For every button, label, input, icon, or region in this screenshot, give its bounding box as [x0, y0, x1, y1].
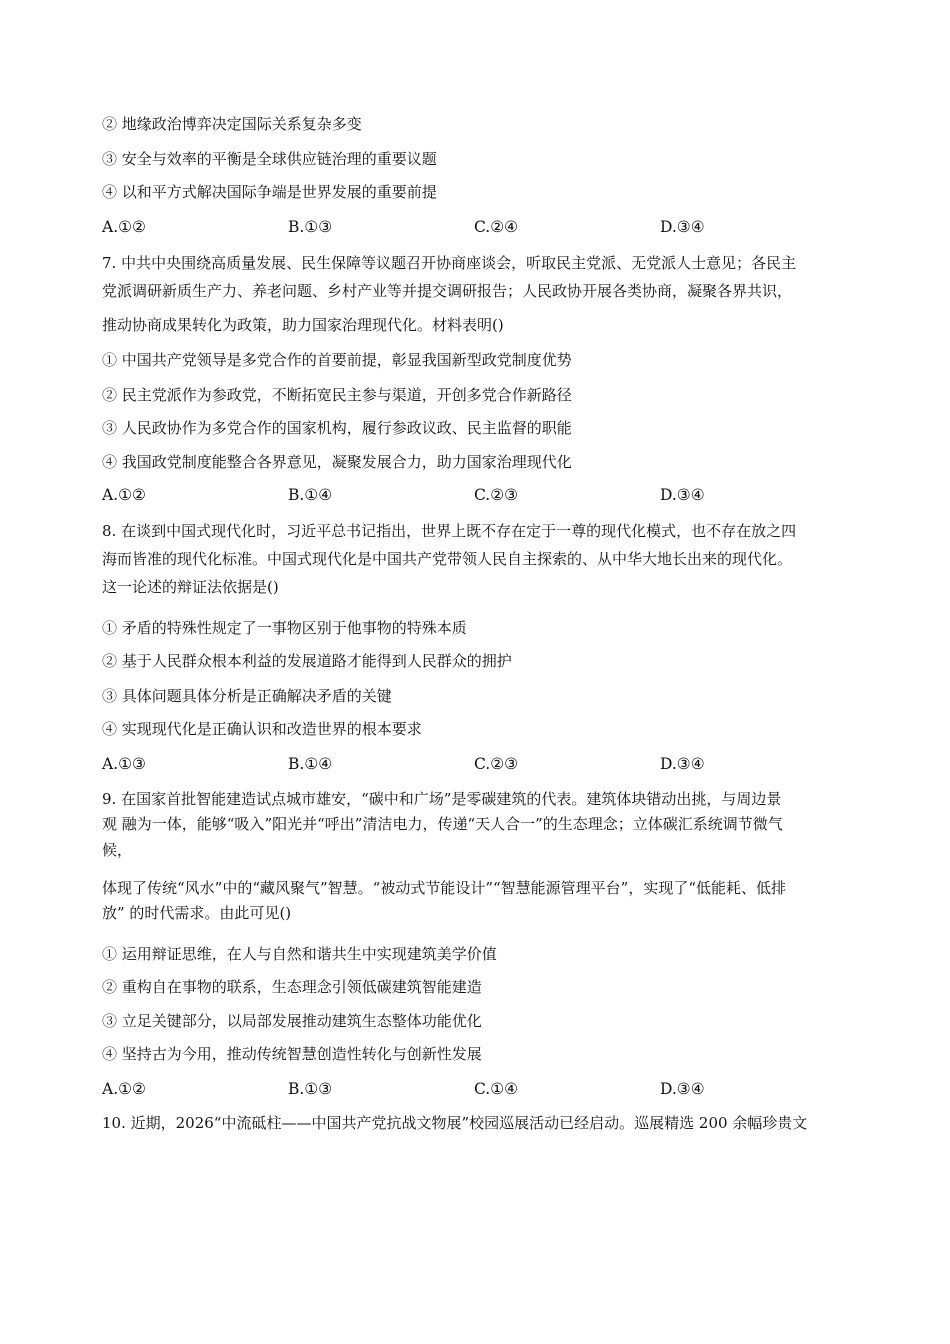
- q9-option-a: A.①②: [102, 1080, 146, 1098]
- q8-option-a: A.①③: [102, 755, 146, 773]
- q9-option-b: B.①③: [288, 1080, 333, 1098]
- q8-stem-line-2: 海而皆准的现代化标准。中国式现代化是中国共产党带领人民自主探索的、从中华大地长出来的现代化。: [102, 550, 793, 568]
- q6-item-2: ② 地缘政治博弈决定国际关系复杂多变: [102, 115, 362, 133]
- q7-stem-line-2: 党派调研新质生产力、养老问题、乡村产业等并提交调研报告；人民政协开展各类协商，凝聚各界共识，: [102, 282, 793, 300]
- q9-item-4: ④ 坚持古为今用，推动传统智慧创造性转化与创新性发展: [102, 1045, 482, 1063]
- q9-option-d: D.③④: [660, 1080, 705, 1098]
- q9-item-2: ② 重构自在事物的联系，生态理念引领低碳建筑智能建造: [102, 978, 482, 996]
- q8-option-d: D.③④: [660, 755, 705, 773]
- q9-stem-line-5: 放” 的时代需求。由此可见(): [102, 904, 292, 922]
- q9-option-c: C.①④: [474, 1080, 519, 1098]
- q8-option-c: C.②③: [474, 755, 519, 773]
- q7-option-b: B.①④: [288, 486, 333, 504]
- q8-item-4: ④ 实现现代化是正确认识和改造世界的根本要求: [102, 720, 422, 738]
- q6-option-d: D.③④: [660, 218, 705, 236]
- q8-stem-line-3: 这一论述的辩证法依据是(): [102, 578, 279, 596]
- q7-item-1: ① 中国共产党领导是多党合作的首要前提，彰显我国新型政党制度优势: [102, 351, 572, 369]
- q7-item-3: ③ 人民政协作为多党合作的国家机构，履行参政议政、民主监督的职能: [102, 419, 572, 437]
- q9-item-3: ③ 立足关键部分，以局部发展推动建筑生态整体功能优化: [102, 1012, 482, 1030]
- q9-item-1: ① 运用辩证思维，在人与自然和谐共生中实现建筑美学价值: [102, 945, 497, 963]
- q6-option-a: A.①②: [102, 218, 146, 236]
- q9-stem-line-1: 9. 在国家首批智能建造试点城市雄安，“碳中和广场”是零碳建筑的代表。建筑体块错动出挑，与周边景: [102, 790, 782, 808]
- q8-item-1: ① 矛盾的特殊性规定了一事物区别于他事物的特殊本质: [102, 619, 467, 637]
- q7-option-c: C.②③: [474, 486, 519, 504]
- q7-stem-line-1: 7. 中共中央围绕高质量发展、民生保障等议题召开协商座谈会，听取民主党派、无党派人士意见；各民主: [102, 254, 797, 272]
- q6-item-4: ④ 以和平方式解决国际争端是世界发展的重要前提: [102, 183, 437, 201]
- q9-stem-line-2: 观 融为一体，能够“吸入”阳光并“呼出”清洁电力，传递“天人合一”的生态理念；立体碳汇系统调节微气: [102, 815, 783, 833]
- q7-option-a: A.①②: [102, 486, 146, 504]
- q9-stem-line-4: 体现了传统“风水”中的“藏风聚气”智慧。“被动式节能设计”“智慧能源管理平台”，实现了“低能耗、低排: [102, 879, 787, 897]
- q6-option-b: B.①③: [288, 218, 333, 236]
- q7-item-4: ④ 我国政党制度能整合各界意见，凝聚发展合力，助力国家治理现代化: [102, 453, 572, 471]
- q7-item-2: ② 民主党派作为参政党，不断拓宽民主参与渠道，开创多党合作新路径: [102, 386, 572, 404]
- q7-stem-line-3: 推动协商成果转化为政策，助力国家治理现代化。材料表明(): [102, 316, 504, 334]
- q6-item-3: ③ 安全与效率的平衡是全球供应链治理的重要议题: [102, 150, 437, 168]
- q10-stem-line-1: 10. 近期，2026“中流砥柱——中国共产党抗战文物展”校园巡展活动已经启动。巡展精选 200 余幅珍贵文: [102, 1114, 808, 1132]
- q8-stem-line-1: 8. 在谈到中国式现代化时，习近平总书记指出，世界上既不存在定于一尊的现代化模式，也不存在放之四: [102, 522, 797, 540]
- q6-option-c: C.②④: [474, 218, 519, 236]
- q7-option-d: D.③④: [660, 486, 705, 504]
- q8-item-3: ③ 具体问题具体分析是正确解决矛盾的关键: [102, 687, 392, 705]
- q8-option-b: B.①④: [288, 755, 333, 773]
- q9-stem-line-3: 候，: [102, 841, 133, 859]
- q8-item-2: ② 基于人民群众根本利益的发展道路才能得到人民群众的拥护: [102, 652, 512, 670]
